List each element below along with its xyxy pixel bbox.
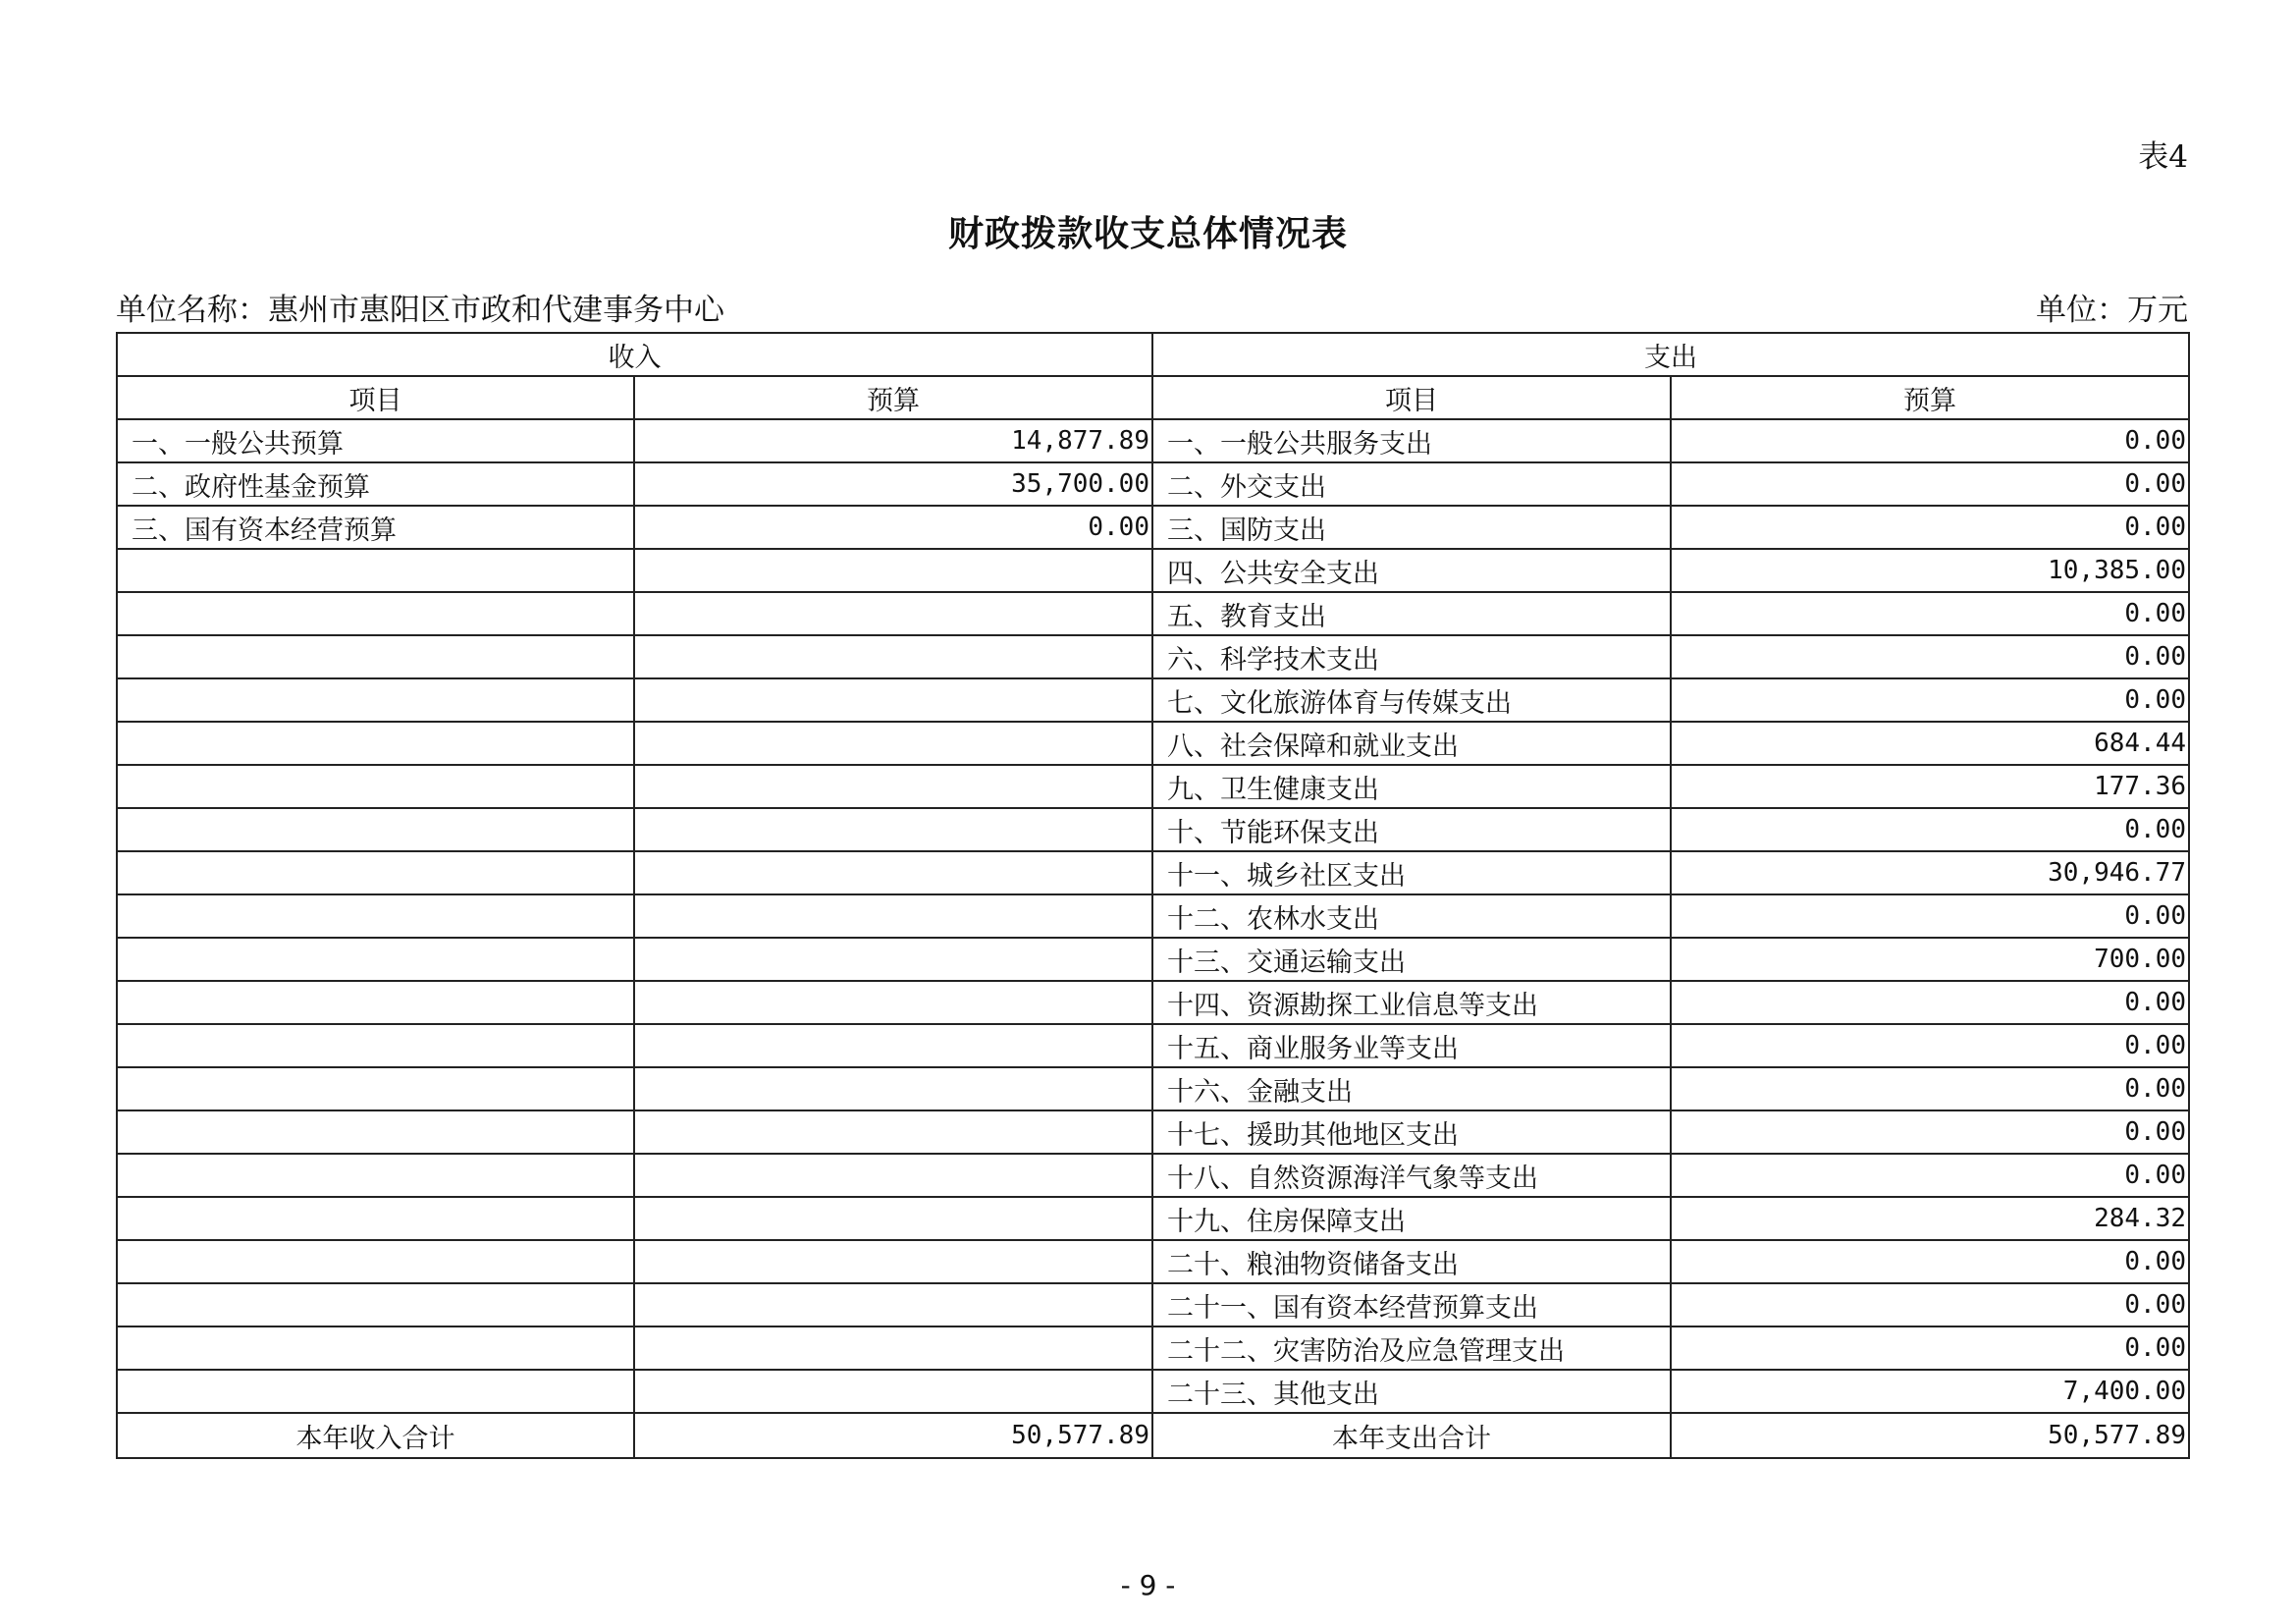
expense-budget-cell: 7,400.00 (1671, 1370, 2189, 1413)
expense-item-cell: 十二、农林水支出 (1152, 894, 1671, 938)
income-item-cell (117, 1067, 634, 1110)
income-budget-cell (634, 938, 1152, 981)
income-item-cell (117, 808, 634, 851)
table-row (117, 722, 2189, 765)
expense-item-cell: 五、教育支出 (1152, 592, 1671, 635)
expense-item-cell: 二十三、其他支出 (1152, 1370, 1671, 1413)
income-header: 收入 (117, 333, 1152, 376)
expense-header: 支出 (1152, 333, 2189, 376)
income-budget-cell: 14,877.89 (634, 419, 1152, 462)
expense-item-cell: 十一、城乡社区支出 (1152, 851, 1671, 894)
table-row (117, 894, 2189, 938)
income-item-cell (117, 549, 634, 592)
expense-item-cell: 十七、援助其他地区支出 (1152, 1110, 1671, 1154)
table-row (117, 1283, 2189, 1326)
income-budget-cell (634, 1067, 1152, 1110)
table-row (117, 1067, 2189, 1110)
income-budget-cell (634, 894, 1152, 938)
income-item-cell (117, 1283, 634, 1326)
expense-item-cell: 三、国防支出 (1152, 506, 1671, 549)
expense-item-cell: 八、社会保障和就业支出 (1152, 722, 1671, 765)
expense-budget-cell: 177.36 (1671, 765, 2189, 808)
table-row (117, 981, 2189, 1024)
income-item-cell (117, 1110, 634, 1154)
expense-item-cell: 十九、住房保障支出 (1152, 1197, 1671, 1240)
total-row (117, 1413, 2189, 1458)
income-budget-cell (634, 678, 1152, 722)
income-budget-cell (634, 1197, 1152, 1240)
income-item-cell: 二、政府性基金预算 (117, 462, 634, 506)
expense-item-cell: 四、公共安全支出 (1152, 549, 1671, 592)
income-budget-cell: 35,700.00 (634, 462, 1152, 506)
expense-total-label: 本年支出合计 (1152, 1413, 1671, 1458)
expense-budget-cell: 0.00 (1671, 1240, 2189, 1283)
expense-budget-cell: 0.00 (1671, 678, 2189, 722)
income-item-cell (117, 1154, 634, 1197)
income-item-cell (117, 1197, 634, 1240)
expense-item-cell: 九、卫生健康支出 (1152, 765, 1671, 808)
income-item-cell (117, 635, 634, 678)
expense-item-cell: 二十二、灾害防治及应急管理支出 (1152, 1326, 1671, 1370)
expense-budget-cell: 10,385.00 (1671, 549, 2189, 592)
expense-budget-cell: 30,946.77 (1671, 851, 2189, 894)
expense-item-cell: 六、科学技术支出 (1152, 635, 1671, 678)
income-item-cell (117, 678, 634, 722)
expense-budget-cell: 0.00 (1671, 808, 2189, 851)
income-budget-cell (634, 592, 1152, 635)
income-item-cell (117, 1370, 634, 1413)
income-budget-cell (634, 549, 1152, 592)
expense-total-value: 50,577.89 (1671, 1413, 2189, 1458)
expense-budget-cell: 684.44 (1671, 722, 2189, 765)
income-budget-cell (634, 1283, 1152, 1326)
expense-budget-cell: 0.00 (1671, 1283, 2189, 1326)
page-number: - 9 - (1120, 1569, 1176, 1601)
income-item-cell (117, 1326, 634, 1370)
expense-budget-cell: 0.00 (1671, 506, 2189, 549)
income-item-cell: 一、一般公共预算 (117, 419, 634, 462)
income-budget-cell (634, 808, 1152, 851)
table-number: 表4 (2138, 139, 2188, 175)
expense-item-cell: 二十一、国有资本经营预算支出 (1152, 1283, 1671, 1326)
income-item-cell (117, 1240, 634, 1283)
expense-item-cell: 一、一般公共服务支出 (1152, 419, 1671, 462)
table-row (117, 462, 2189, 506)
table-row (117, 765, 2189, 808)
income-budget-cell (634, 722, 1152, 765)
table-body (117, 419, 2189, 1413)
income-budget-cell (634, 1240, 1152, 1283)
expense-budget-cell: 700.00 (1671, 938, 2189, 981)
income-budget-cell (634, 851, 1152, 894)
expense-item-cell: 十三、交通运输支出 (1152, 938, 1671, 981)
expense-budget-cell: 0.00 (1671, 419, 2189, 462)
expense-item-cell: 二十、粮油物资储备支出 (1152, 1240, 1671, 1283)
table-row (117, 419, 2189, 462)
income-item-cell: 三、国有资本经营预算 (117, 506, 634, 549)
expense-item-header: 项目 (1152, 376, 1671, 419)
income-budget-cell (634, 1110, 1152, 1154)
expense-budget-cell: 0.00 (1671, 462, 2189, 506)
income-budget-header: 预算 (634, 376, 1152, 419)
expense-item-cell: 十五、商业服务业等支出 (1152, 1024, 1671, 1067)
expense-budget-cell: 0.00 (1671, 1067, 2189, 1110)
table-row (117, 1024, 2189, 1067)
income-item-cell (117, 981, 634, 1024)
income-budget-cell (634, 1024, 1152, 1067)
table-row (117, 808, 2189, 851)
expense-item-cell: 十八、自然资源海洋气象等支出 (1152, 1154, 1671, 1197)
income-total-value: 50,577.89 (634, 1413, 1152, 1458)
fiscal-table (116, 332, 2190, 1459)
income-item-cell (117, 592, 634, 635)
expense-budget-cell: 0.00 (1671, 1326, 2189, 1370)
income-budget-cell (634, 1326, 1152, 1370)
table-row (117, 592, 2189, 635)
page-title: 财政拨款收支总体情况表 (947, 213, 1348, 254)
table-row (117, 1110, 2189, 1154)
income-item-cell (117, 1024, 634, 1067)
income-item-header: 项目 (117, 376, 634, 419)
table-row (117, 635, 2189, 678)
income-budget-cell (634, 1154, 1152, 1197)
expense-budget-cell: 0.00 (1671, 1110, 2189, 1154)
expense-item-cell: 二、外交支出 (1152, 462, 1671, 506)
income-item-cell (117, 765, 634, 808)
expense-budget-header: 预算 (1671, 376, 2189, 419)
table-row (117, 1154, 2189, 1197)
table-row (117, 938, 2189, 981)
expense-budget-cell: 284.32 (1671, 1197, 2189, 1240)
organization-name: 单位名称：惠州市惠阳区市政和代建事务中心 (116, 293, 724, 328)
table-row (117, 1370, 2189, 1413)
expense-item-cell: 十、节能环保支出 (1152, 808, 1671, 851)
table-row (117, 1326, 2189, 1370)
income-total-label: 本年收入合计 (117, 1413, 634, 1458)
expense-budget-cell: 0.00 (1671, 1024, 2189, 1067)
header-row-groups (117, 333, 2189, 376)
table-row (117, 851, 2189, 894)
income-budget-cell (634, 765, 1152, 808)
expense-budget-cell: 0.00 (1671, 1154, 2189, 1197)
income-item-cell (117, 938, 634, 981)
expense-item-cell: 十四、资源勘探工业信息等支出 (1152, 981, 1671, 1024)
income-budget-cell (634, 1370, 1152, 1413)
expense-item-cell: 十六、金融支出 (1152, 1067, 1671, 1110)
income-budget-cell: 0.00 (634, 506, 1152, 549)
expense-budget-cell: 0.00 (1671, 981, 2189, 1024)
table-row (117, 549, 2189, 592)
income-item-cell (117, 851, 634, 894)
income-item-cell (117, 894, 634, 938)
table-row (117, 1240, 2189, 1283)
unit-label: 单位：万元 (2036, 293, 2188, 328)
expense-budget-cell: 0.00 (1671, 894, 2189, 938)
table-row (117, 506, 2189, 549)
expense-budget-cell: 0.00 (1671, 635, 2189, 678)
income-budget-cell (634, 635, 1152, 678)
income-item-cell (117, 722, 634, 765)
table-row (117, 678, 2189, 722)
expense-item-cell: 七、文化旅游体育与传媒支出 (1152, 678, 1671, 722)
header-row-columns (117, 376, 2189, 419)
income-budget-cell (634, 981, 1152, 1024)
expense-budget-cell: 0.00 (1671, 592, 2189, 635)
table-row (117, 1197, 2189, 1240)
